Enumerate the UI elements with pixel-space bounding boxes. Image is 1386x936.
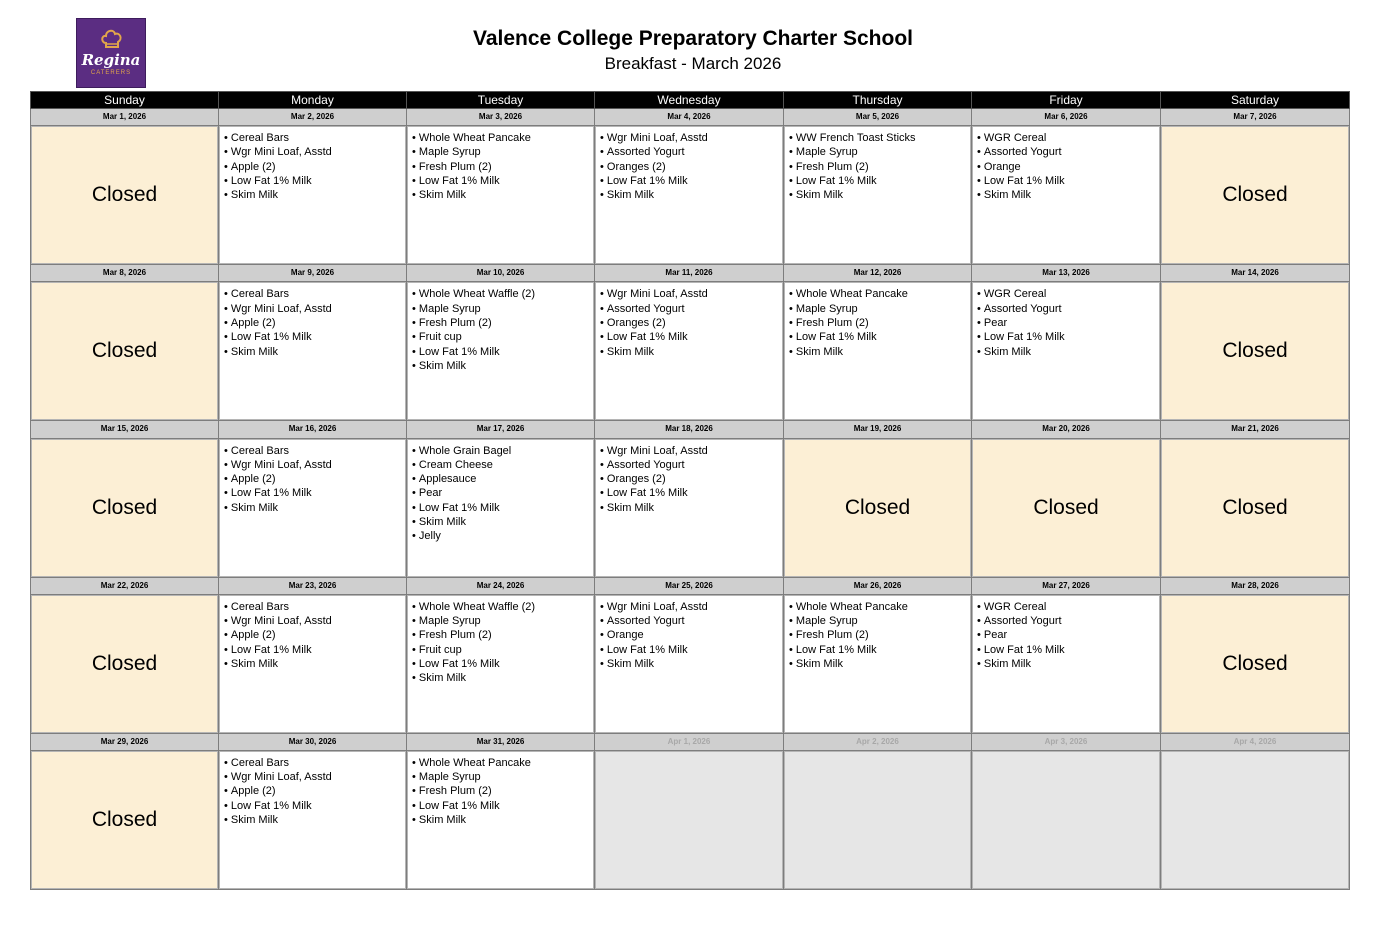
date-label: Mar 5, 2026: [784, 109, 972, 126]
menu-item: • Maple Syrup: [412, 770, 594, 784]
menu-item: • Low Fat 1% Milk: [224, 643, 406, 657]
menu-item: • Low Fat 1% Milk: [789, 174, 971, 188]
menu-item: • Skim Milk: [600, 188, 783, 202]
menu-item-list: [219, 756, 406, 827]
menu-item: • Low Fat 1% Milk: [412, 174, 594, 188]
menu-item: • WW French Toast Sticks: [789, 131, 971, 145]
menu-item: • Wgr Mini Loaf, Asstd: [600, 444, 783, 458]
menu-item: • Cereal Bars: [224, 756, 406, 770]
weekday-header-tuesday: Tuesday: [407, 92, 595, 109]
menu-item: • Apple (2): [224, 316, 406, 330]
menu-item: • Wgr Mini Loaf, Asstd: [224, 614, 406, 628]
menu-item: • Low Fat 1% Milk: [412, 657, 594, 671]
menu-cell: [595, 438, 784, 577]
menu-item: • Pear: [412, 486, 594, 500]
date-label: Mar 6, 2026: [972, 109, 1161, 126]
menu-item-list: [407, 444, 594, 544]
menu-cell: [407, 594, 595, 733]
menu-item: • Whole Wheat Pancake: [789, 287, 971, 301]
menu-item-list: [595, 131, 783, 202]
menu-item: • Cereal Bars: [224, 444, 406, 458]
date-label: Mar 9, 2026: [219, 265, 407, 282]
menu-cell: [219, 438, 407, 577]
menu-item: • Fresh Plum (2): [789, 160, 971, 174]
date-row: [31, 577, 1350, 594]
page-subtitle: Breakfast - March 2026: [604, 54, 782, 73]
closed-cell: Closed: [972, 438, 1161, 577]
closed-cell: Closed: [1161, 126, 1350, 265]
date-label: Mar 15, 2026: [31, 421, 219, 438]
date-label: Mar 8, 2026: [31, 265, 219, 282]
menu-item: • Low Fat 1% Milk: [224, 330, 406, 344]
menu-item: • Skim Milk: [600, 345, 783, 359]
date-label: Mar 27, 2026: [972, 577, 1161, 594]
menu-item: • Apple (2): [224, 472, 406, 486]
menu-item: • Skim Milk: [412, 813, 594, 827]
menu-item-list: [972, 600, 1160, 671]
menu-row: [31, 438, 1350, 577]
menu-row: [31, 750, 1350, 889]
menu-item: • Skim Milk: [412, 188, 594, 202]
menu-item: • Oranges (2): [600, 160, 783, 174]
menu-item-list: [407, 756, 594, 827]
menu-cell: [784, 594, 972, 733]
menu-item: • Wgr Mini Loaf, Asstd: [224, 145, 406, 159]
date-label: Mar 10, 2026: [407, 265, 595, 282]
menu-cell: [219, 750, 407, 889]
menu-item: • Assorted Yogurt: [600, 614, 783, 628]
menu-item: • Low Fat 1% Milk: [412, 799, 594, 813]
menu-item: • Maple Syrup: [412, 614, 594, 628]
menu-item-list: [784, 600, 971, 671]
menu-item-list: [219, 600, 406, 671]
logo-brand-name: Regina: [81, 51, 141, 69]
date-label: Mar 12, 2026: [784, 265, 972, 282]
closed-cell: Closed: [784, 438, 972, 577]
menu-item: • Oranges (2): [600, 472, 783, 486]
menu-item: • Oranges (2): [600, 316, 783, 330]
menu-item: • Low Fat 1% Milk: [412, 345, 594, 359]
menu-item: • Skim Milk: [224, 657, 406, 671]
weekday-header-sunday: Sunday: [31, 92, 219, 109]
menu-item: • Wgr Mini Loaf, Asstd: [600, 287, 783, 301]
menu-item: • Skim Milk: [224, 345, 406, 359]
menu-cell: [219, 282, 407, 421]
menu-cell: [407, 126, 595, 265]
menu-item: • Fresh Plum (2): [412, 628, 594, 642]
menu-item: • Fresh Plum (2): [789, 628, 971, 642]
menu-item: • Cream Cheese: [412, 458, 594, 472]
menu-item: • Maple Syrup: [789, 145, 971, 159]
menu-item-list: [595, 600, 783, 671]
menu-item: • Low Fat 1% Milk: [789, 643, 971, 657]
menu-item: • Skim Milk: [224, 188, 406, 202]
menu-item-list: [595, 287, 783, 358]
menu-item: • Pear: [977, 316, 1160, 330]
menu-item-list: [972, 287, 1160, 358]
empty-day-cell: [784, 750, 972, 889]
date-label: Apr 1, 2026: [595, 733, 784, 750]
date-label: Mar 3, 2026: [407, 109, 595, 126]
menu-item-list: [972, 131, 1160, 202]
menu-cell: [784, 126, 972, 265]
closed-cell: Closed: [31, 594, 219, 733]
menu-cell: [972, 594, 1161, 733]
menu-item: • Orange: [600, 628, 783, 642]
menu-cell: [595, 594, 784, 733]
date-label: Mar 19, 2026: [784, 421, 972, 438]
menu-item: • Skim Milk: [412, 671, 594, 685]
menu-row: [31, 126, 1350, 265]
menu-item: • Skim Milk: [977, 345, 1160, 359]
menu-item: • Pear: [977, 628, 1160, 642]
menu-item-list: [784, 287, 971, 358]
date-label: Apr 2, 2026: [784, 733, 972, 750]
menu-item: • Skim Milk: [224, 501, 406, 515]
date-label: Mar 26, 2026: [784, 577, 972, 594]
closed-cell: Closed: [31, 438, 219, 577]
date-label: Apr 4, 2026: [1161, 733, 1350, 750]
date-label: Mar 20, 2026: [972, 421, 1161, 438]
empty-day-cell: [595, 750, 784, 889]
menu-item: • Skim Milk: [977, 657, 1160, 671]
menu-item: • Jelly: [412, 529, 594, 543]
menu-item: • Wgr Mini Loaf, Asstd: [600, 600, 783, 614]
date-label: Mar 14, 2026: [1161, 265, 1350, 282]
menu-item: • Skim Milk: [789, 345, 971, 359]
date-label: Mar 16, 2026: [219, 421, 407, 438]
menu-item: • Wgr Mini Loaf, Asstd: [224, 458, 406, 472]
menu-cell: [595, 126, 784, 265]
menu-item: • Skim Milk: [600, 501, 783, 515]
menu-item: • Applesauce: [412, 472, 594, 486]
closed-cell: Closed: [1161, 594, 1350, 733]
menu-item: • WGR Cereal: [977, 287, 1160, 301]
menu-item: • Skim Milk: [412, 359, 594, 373]
menu-item: • Fruit cup: [412, 643, 594, 657]
date-label: Mar 23, 2026: [219, 577, 407, 594]
menu-item: • Low Fat 1% Milk: [224, 174, 406, 188]
menu-item: • Low Fat 1% Milk: [600, 643, 783, 657]
menu-item: • Fruit cup: [412, 330, 594, 344]
date-label: Mar 24, 2026: [407, 577, 595, 594]
date-label: Mar 30, 2026: [219, 733, 407, 750]
menu-cell: [595, 282, 784, 421]
menu-item: • Orange: [977, 160, 1160, 174]
menu-item-list: [407, 287, 594, 373]
menu-item: • WGR Cereal: [977, 600, 1160, 614]
menu-item: • Fresh Plum (2): [412, 160, 594, 174]
menu-cell: [972, 126, 1161, 265]
menu-calendar: [30, 91, 1350, 890]
weekday-header-monday: Monday: [219, 92, 407, 109]
date-label: Mar 21, 2026: [1161, 421, 1350, 438]
menu-cell: [219, 594, 407, 733]
date-label: Mar 2, 2026: [219, 109, 407, 126]
menu-item: • Skim Milk: [789, 188, 971, 202]
menu-item: • Whole Wheat Waffle (2): [412, 600, 594, 614]
menu-item: • Assorted Yogurt: [600, 302, 783, 316]
menu-item: • Low Fat 1% Milk: [977, 643, 1160, 657]
weekday-header-friday: Friday: [972, 92, 1161, 109]
menu-item: • Apple (2): [224, 160, 406, 174]
menu-item: • Fresh Plum (2): [789, 316, 971, 330]
date-label: Mar 25, 2026: [595, 577, 784, 594]
empty-day-cell: [972, 750, 1161, 889]
menu-item: • Assorted Yogurt: [977, 302, 1160, 316]
menu-item: • Fresh Plum (2): [412, 784, 594, 798]
menu-item: • Low Fat 1% Milk: [977, 174, 1160, 188]
menu-item: • Low Fat 1% Milk: [789, 330, 971, 344]
date-row: [31, 265, 1350, 282]
menu-item: • Wgr Mini Loaf, Asstd: [224, 302, 406, 316]
menu-item: • Skim Milk: [412, 515, 594, 529]
menu-item-list: [219, 444, 406, 515]
menu-item: • Maple Syrup: [789, 614, 971, 628]
menu-item: • Assorted Yogurt: [977, 145, 1160, 159]
date-label: Mar 22, 2026: [31, 577, 219, 594]
empty-day-cell: [1161, 750, 1350, 889]
menu-cell: [972, 282, 1161, 421]
date-label: Mar 29, 2026: [31, 733, 219, 750]
menu-item: • Skim Milk: [977, 188, 1160, 202]
menu-item: • Maple Syrup: [789, 302, 971, 316]
menu-item: • Skim Milk: [224, 813, 406, 827]
date-label: Mar 13, 2026: [972, 265, 1161, 282]
menu-item: • Whole Wheat Waffle (2): [412, 287, 594, 301]
menu-item: • Low Fat 1% Milk: [600, 174, 783, 188]
menu-row: [31, 282, 1350, 421]
menu-item-list: [219, 131, 406, 202]
menu-cell: [407, 438, 595, 577]
weekday-header-thursday: Thursday: [784, 92, 972, 109]
menu-item: • Assorted Yogurt: [977, 614, 1160, 628]
menu-item: • WGR Cereal: [977, 131, 1160, 145]
menu-row: [31, 594, 1350, 733]
date-label: Mar 28, 2026: [1161, 577, 1350, 594]
date-label: Mar 1, 2026: [31, 109, 219, 126]
closed-cell: Closed: [31, 282, 219, 421]
menu-item: • Low Fat 1% Milk: [224, 486, 406, 500]
date-label: Mar 4, 2026: [595, 109, 784, 126]
date-label: Mar 17, 2026: [407, 421, 595, 438]
menu-cell: [407, 750, 595, 889]
menu-item-list: [407, 600, 594, 686]
menu-item-list: [219, 287, 406, 358]
menu-item-list: [784, 131, 971, 202]
menu-item: • Wgr Mini Loaf, Asstd: [224, 770, 406, 784]
date-label: Mar 18, 2026: [595, 421, 784, 438]
menu-item: • Low Fat 1% Milk: [600, 330, 783, 344]
date-label: Mar 7, 2026: [1161, 109, 1350, 126]
date-row: [31, 421, 1350, 438]
closed-cell: Closed: [1161, 438, 1350, 577]
menu-item: • Low Fat 1% Milk: [224, 799, 406, 813]
menu-cell: [784, 282, 972, 421]
menu-item: • Assorted Yogurt: [600, 458, 783, 472]
menu-item: • Low Fat 1% Milk: [412, 501, 594, 515]
menu-cell: [219, 126, 407, 265]
closed-cell: Closed: [1161, 282, 1350, 421]
logo-tagline: CATERERS: [90, 70, 132, 76]
menu-item-list: [595, 444, 783, 515]
page-title: Valence College Preparatory Charter School: [473, 27, 913, 50]
weekday-header-wednesday: Wednesday: [595, 92, 784, 109]
date-row: [31, 733, 1350, 750]
menu-item: • Maple Syrup: [412, 302, 594, 316]
menu-item: • Fresh Plum (2): [412, 316, 594, 330]
menu-item: • Whole Wheat Pancake: [412, 131, 594, 145]
menu-item: • Skim Milk: [600, 657, 783, 671]
date-label: Mar 31, 2026: [407, 733, 595, 750]
menu-item: • Whole Wheat Pancake: [789, 600, 971, 614]
menu-item: • Apple (2): [224, 628, 406, 642]
menu-item: • Whole Grain Bagel: [412, 444, 594, 458]
weekday-header-saturday: Saturday: [1161, 92, 1350, 109]
closed-cell: Closed: [31, 750, 219, 889]
menu-item: • Whole Wheat Pancake: [412, 756, 594, 770]
menu-item-list: [407, 131, 594, 202]
menu-item: • Skim Milk: [789, 657, 971, 671]
menu-item: • Low Fat 1% Milk: [977, 330, 1160, 344]
menu-item: • Cereal Bars: [224, 287, 406, 301]
menu-item: • Low Fat 1% Milk: [600, 486, 783, 500]
menu-item: • Assorted Yogurt: [600, 145, 783, 159]
weekday-header-row: [31, 92, 1350, 109]
menu-item: • Maple Syrup: [412, 145, 594, 159]
menu-item: • Cereal Bars: [224, 131, 406, 145]
date-label: Mar 11, 2026: [595, 265, 784, 282]
menu-cell: [407, 282, 595, 421]
closed-cell: Closed: [31, 126, 219, 265]
menu-item: • Cereal Bars: [224, 600, 406, 614]
date-label: Apr 3, 2026: [972, 733, 1161, 750]
date-row: [31, 109, 1350, 126]
menu-item: • Wgr Mini Loaf, Asstd: [600, 131, 783, 145]
menu-item: • Apple (2): [224, 784, 406, 798]
